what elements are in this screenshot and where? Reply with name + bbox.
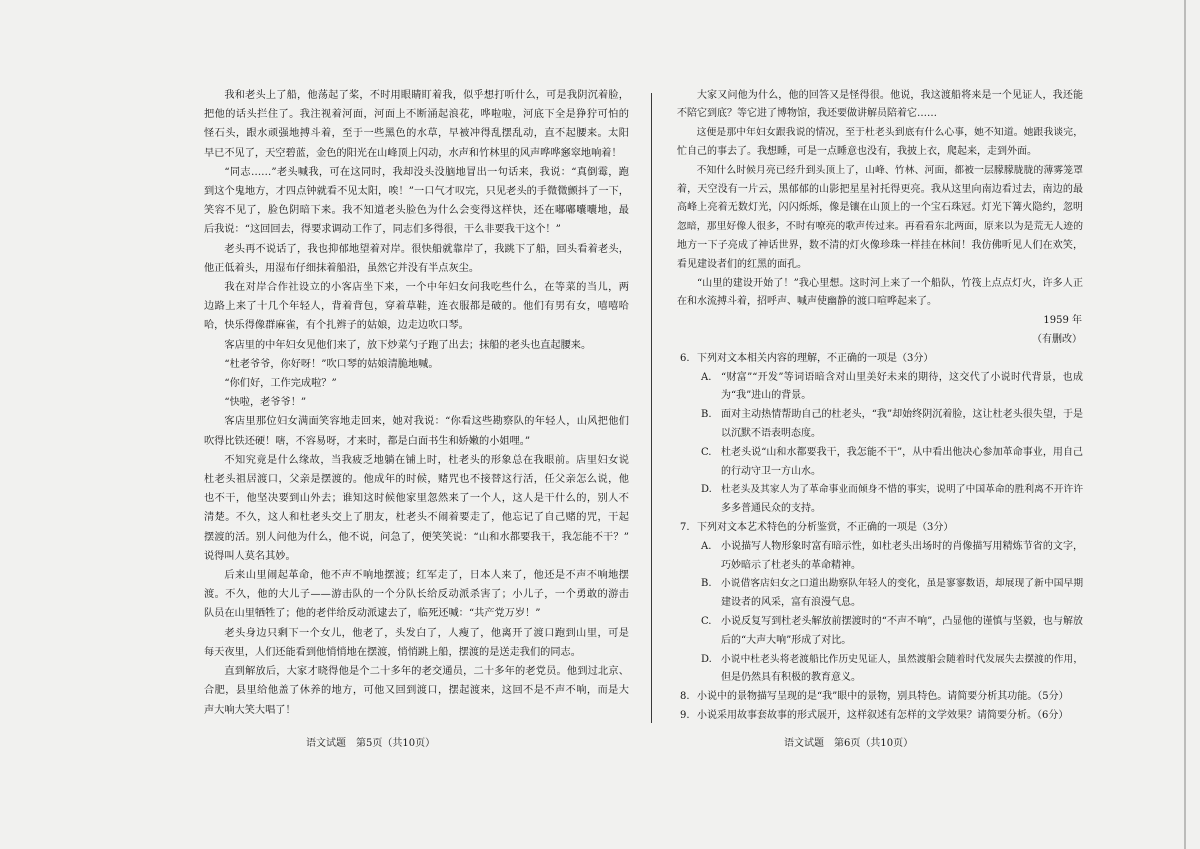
source-note: （有删改） xyxy=(1032,333,1082,345)
text-line: 到这个鬼地方，才四点钟就看不见太阳，唉！”一口气才叹完，只见老头的手微微颤抖了一下， xyxy=(204,186,629,198)
question-stem xyxy=(677,707,1083,726)
answer-option xyxy=(677,613,1083,651)
text-line: 吹得比铁还硬！嗐，不容易呀，才来时，都是白面书生和娇嫩的小姐哩。” xyxy=(204,435,531,447)
text-line: 地方一下子亮成了神话世界，数不清的灯火像珍珠一样挂在林间！我仿佛听见人们在欢笑， xyxy=(677,239,1083,251)
question-number: 7. xyxy=(680,521,690,533)
story-paragraph xyxy=(204,336,629,355)
text-line: 他正低着头，用湿布仔细抹着船沿，虽然它并没有半点灰尘。 xyxy=(204,262,480,274)
story-paragraph xyxy=(677,275,1083,313)
question-item xyxy=(677,707,1083,726)
text-line: “你们好，工作完成啦？” xyxy=(224,378,337,390)
text-line: 老头再不说话了，我也抑郁地望着对岸。很快船就靠岸了，我跳下了船，回头看着老头， xyxy=(224,243,629,255)
option-label: D. xyxy=(701,653,712,665)
story-paragraph xyxy=(204,451,629,566)
story-paragraph xyxy=(204,86,629,163)
option-text-line: 杜老头说“山和水都要我干，我怎能不干”，从中看出他决心参加革命事业，用自己 xyxy=(721,446,1083,458)
text-line: 后我说：“这回回去，得要求调动工作了，同志们多得很，干么非要我干这个！” xyxy=(204,224,561,236)
option-text-line: 面对主动热情帮助自己的杜老头，“我”却始终阴沉着脸，这让杜老头很失望，于是 xyxy=(721,409,1083,421)
right-page xyxy=(677,87,1083,726)
text-line: 大家又问他为什么，他的回答又是怪得很。他说，我这渡船将来是一个见证人，我还能 xyxy=(697,89,1083,101)
answer-option xyxy=(677,406,1083,444)
question-text: 下列对文本相关内容的理解，不正确的一项是（3分） xyxy=(697,352,934,364)
option-text-line: 巧妙暗示了杜老头的革命精神。 xyxy=(721,559,861,571)
story-paragraph xyxy=(204,662,629,720)
text-line: 渡。不久，他的大儿子——游击队的一个分队长给反动派杀害了；小儿子，一个勇敢的游击 xyxy=(204,589,629,601)
questions-section xyxy=(677,350,1083,726)
text-line: 早已不见了，天空碧蓝，金色的阳光在山峰顶上闪动，水声和竹林里的风声哗哗窸窣地响着！ xyxy=(204,147,622,159)
story-paragraph xyxy=(204,566,629,624)
answer-option xyxy=(677,369,1083,407)
text-line: 每天夜里，人们还能看到他悄悄地在摆渡，悄悄跳上船，摆渡的是送走我们的同志。 xyxy=(204,646,581,658)
text-line: 后来山里闹起革命，他不声不响地摆渡；红军走了，日本人来了，他还是不声不响地摆 xyxy=(224,570,629,582)
story-paragraph xyxy=(204,393,629,412)
text-line: “杜老爷爷，你好呀！”吹口琴的姑娘清脆地喊。 xyxy=(224,358,439,370)
left-page xyxy=(204,86,629,720)
story-paragraph xyxy=(677,124,1083,162)
option-text-line: 建设者的风采，富有浪漫气息。 xyxy=(721,597,861,609)
question-number: 9. xyxy=(680,709,690,721)
option-label: D. xyxy=(701,484,712,496)
text-line: 不知究竟是什么缘故，当我疲乏地躺在铺上时，杜老头的形象总在我眼前。店里妇女说 xyxy=(224,454,629,466)
question-stem xyxy=(677,350,1083,369)
story-paragraph xyxy=(204,240,629,278)
text-line: 不陪它到底？等它进了博物馆，我还要做讲解员陪着它…… xyxy=(677,108,937,120)
text-line: “同志……”老头喊我，可在这同时，我却没头没脑地冒出一句话来，我说：“真倒霉，跑 xyxy=(224,166,629,178)
option-text-line: 小说中杜老头将老渡船比作历史见证人，虽然渡船会随着时代发展失去摆渡的作用， xyxy=(721,653,1083,665)
source-year: 1959 年 xyxy=(1043,315,1082,327)
text-line: 哈，快乐得像群麻雀，有个扎辫子的姑娘，边走边吹口琴。 xyxy=(204,320,469,332)
text-line: 老头身边只剩下一个女儿，他老了，头发白了，人瘦了，他离开了渡口跑到山里，可是 xyxy=(224,627,629,639)
story-text xyxy=(677,87,1083,313)
option-text-line: 多多普通民众的支持。 xyxy=(721,503,821,515)
page-footer: 语文试题 第5页（共10页） xyxy=(306,738,436,749)
option-label: B. xyxy=(701,409,712,421)
option-label: C. xyxy=(701,446,712,458)
option-text-line: 杜老头及其家人为了革命事业而倾身不惜的事实，说明了中国革命的胜利离不开许许 xyxy=(721,484,1083,496)
text-line: 这便是那中年妇女跟我说的情况，至于杜老头到底有什么心事，她不知道。她跟我谈完， xyxy=(696,127,1083,139)
text-line: 声大响大笑大唱了！ xyxy=(204,704,296,716)
text-line: 怪石头，跟水顽强地搏斗着，至于一些黑色的水草，早被冲得乱摆乱动，直不起腰来。太阳 xyxy=(204,128,629,140)
answer-option xyxy=(677,444,1083,482)
text-line: 忽暗，那里好像人很多，不时有嘹亮的歌声传过来。再看看东北两面，原来以为是荒无人迹的 xyxy=(677,221,1083,233)
text-line: 忙自己的事去了。我想睡，可是一点睡意也没有，我披上衣，爬起来，走到外面。 xyxy=(677,145,1037,157)
text-line: 客店里那位妇女满面笑容地走回来，她对我说：“你看这些勘察队的年轻人，山风把他们 xyxy=(224,416,629,428)
page-divider xyxy=(651,93,652,723)
question-item xyxy=(677,688,1083,707)
question-text: 下列对文本艺术特色的分析鉴赏，不正确的一项是（3分） xyxy=(697,521,954,533)
answer-option xyxy=(677,575,1083,613)
text-line: 把他的话头拦住了。我注视着河面，河面上不断涌起浪花，哗啦啦，河底下全是狰狞可怕的 xyxy=(204,109,629,121)
option-label: C. xyxy=(701,615,712,627)
text-line: 说得叫人莫名其妙。 xyxy=(204,550,296,562)
story-paragraph xyxy=(204,355,629,374)
story-paragraph xyxy=(677,87,1083,125)
scan-edge-line xyxy=(1184,0,1186,849)
story-paragraph xyxy=(204,412,629,450)
text-line: 队员在山里牺牲了；他的老伴给反动派逮去了，临死还喊：“共产党万岁！” xyxy=(204,608,541,620)
option-label: B. xyxy=(701,578,712,590)
option-text-line: 的行动守卫一方山水。 xyxy=(721,465,821,477)
text-line: 清楚。不久，这人和杜老头交上了朋友，杜老头不闹着要走了，他忘记了自己赌的咒，干起 xyxy=(204,512,629,524)
question-text: 小说采用故事套故事的形式展开，这样叙述有怎样的文学效果？请简要分析。（6分） xyxy=(697,709,1069,721)
text-line: 在和水流搏斗着，招呼声、喊声使幽静的渡口喧哗起来了。 xyxy=(677,296,937,308)
answer-option xyxy=(677,651,1083,689)
text-line: 我和老头上了船，他荡起了桨，不时用眼睛盯着我，似乎想打听什么，可是我阴沉着脸， xyxy=(224,90,629,101)
option-text-line: 小说描写人物形象时富有暗示性，如杜老头出场时的肖像描写用精炼节省的文字， xyxy=(721,540,1083,552)
source-attribution xyxy=(677,312,1083,350)
question-number: 8. xyxy=(680,691,690,703)
text-line: 着，天空没有一片云，黑郁郁的山影把星星衬托得更亮。我从这里向南边看过去，南边的最 xyxy=(677,183,1083,195)
text-line: 不知什么时候月亮已经升到头顶上了，山峰、竹林、河面，都被一层朦朦胧胧的薄雾笼罩 xyxy=(696,164,1083,176)
story-text xyxy=(204,86,629,720)
page-footer: 语文试题 第6页（共10页） xyxy=(784,738,914,749)
text-line: 合肥，县里给他盖了休养的地方，可他又回到渡口，摆起渡来，这回不是不声不响，而是大 xyxy=(204,685,629,697)
option-text-line: 以沉默不语表明态度。 xyxy=(721,427,821,439)
option-text-line: 后的“大声大响”形成了对比。 xyxy=(721,634,852,646)
question-item xyxy=(677,519,1083,688)
story-paragraph xyxy=(204,624,629,662)
option-label: A. xyxy=(701,540,712,552)
text-line: 我在对岸合作社设立的小客店坐下来，一个中年妇女问我吃些什么，在等菜的当儿，两 xyxy=(224,282,629,294)
story-paragraph xyxy=(204,163,629,240)
option-text-line: “财富”“开发”等词语暗含对山里美好未来的期待，这交代了小说时代背景，也成 xyxy=(721,371,1083,383)
story-paragraph xyxy=(677,162,1083,275)
option-text-line: 小说反复写到杜老头解放前摆渡时的“不声不响”，凸显他的谨慎与坚毅，也与解放 xyxy=(721,615,1083,627)
text-line: “快啦，老爷爷！” xyxy=(224,397,307,409)
option-label: A. xyxy=(701,371,712,383)
text-line: 高峰上亮着无数灯光，闪闪烁烁，像是镶在山顶上的一个宝石珠冠。灯光下篝火隐约，忽明 xyxy=(677,202,1083,214)
answer-option xyxy=(677,481,1083,519)
question-number: 6. xyxy=(680,352,690,364)
text-line: 直到解放后，大家才晓得他是个二十多年的老交通员，二十多年的老党员。他到过北京、 xyxy=(224,666,629,678)
question-item xyxy=(677,350,1083,519)
text-line: 笑容不见了，脸色阴暗下来。我不知道老头脸色为什么会变得这样快，还在嘟嘟囔囔地，最 xyxy=(204,205,629,217)
option-text-line: 为“我”进山的背景。 xyxy=(721,390,812,402)
question-stem xyxy=(677,519,1083,538)
answer-option xyxy=(677,538,1083,576)
text-line: 杜老头祖居渡口，父亲是摆渡的。他成年的时候，赌咒也不接替这行活，任父亲怎么说，他 xyxy=(204,474,629,486)
option-text-line: 但是仍然具有积极的教育意义。 xyxy=(721,672,861,684)
text-line: 摆渡的活。别人问他为什么，他不说，问急了，便笑笑说：“山和水都要我干，我怎能不干？” xyxy=(204,531,629,543)
question-text: 小说中的景物描写呈现的是“我”眼中的景物，别具特色。请简要分析其功能。（5分） xyxy=(697,691,1069,703)
question-stem xyxy=(677,688,1083,707)
text-line: 客店里的中年妇女见他们来了，放下炒菜勺子跑了出去；抹船的老头也直起腰来。 xyxy=(224,339,592,351)
text-line: 也不干，他坚决要到山外去；谁知这时候他家里忽然来了一个人，这人是干什么的，别人不 xyxy=(204,493,629,505)
story-paragraph xyxy=(204,374,629,393)
text-line: 看见建设者们的红黑的面孔。 xyxy=(677,258,807,270)
story-paragraph xyxy=(204,278,629,336)
text-line: “山里的建设开始了！”我心里想。这时河上来了一个船队，竹筏上点点灯火，许多人正 xyxy=(697,277,1083,289)
text-line: 边路上来了十几个年轻人，背着背包，穿着草鞋，连衣服都是破的。他们有男有女，嘻嘻哈 xyxy=(204,301,629,313)
option-text-line: 小说借客店妇女之口道出勘察队年轻人的变化，虽是寥寥数语，却展现了新中国早期 xyxy=(721,578,1083,590)
